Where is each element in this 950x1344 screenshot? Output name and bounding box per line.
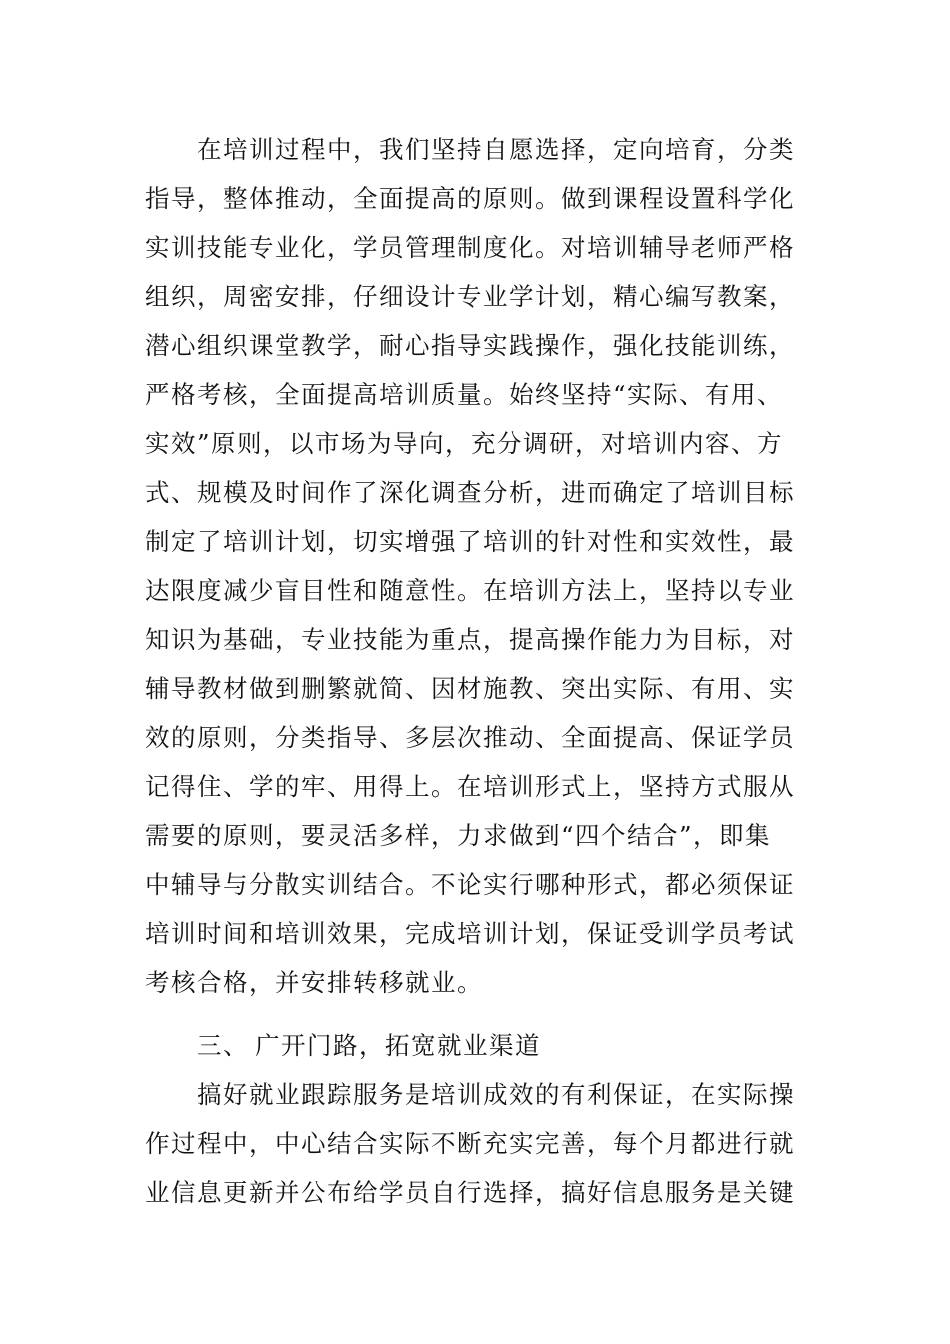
paragraph-1-line-11: 知识为基础，专业技能为重点，提高操作能力为目标，对	[145, 625, 795, 654]
paragraph-1-line-14: 记得住、学的牢、用得上。在培训形式上，坚持方式服从	[145, 772, 795, 801]
paragraph-1-line-16: 中辅导与分散实训结合。不论实行哪种形式，都必须保证	[145, 870, 795, 899]
paragraph-1-line-10: 达限度减少盲目性和随意性。在培训方法上，坚持以专业	[145, 576, 795, 605]
paragraph-1-line-1: 在培训过程中，我们坚持自愿选择，定向培育，分类	[197, 135, 795, 164]
paragraph-1-line-18: 考核合格，并安排转移就业。	[145, 968, 483, 997]
paragraph-1-line-6: 严格考核，全面提高培训质量。始终坚持“实际、有用、	[145, 380, 784, 409]
section-heading	[197, 1021, 815, 1070]
paragraph-1-line-3: 实训技能专业化，学员管理制度化。对培训辅导老师严格	[145, 233, 795, 262]
paragraph-1-line-12: 辅导教材做到删繁就简、因材施教、突出实际、有用、实	[145, 674, 795, 703]
paragraph-1-line-9: 制定了培训计划，切实增强了培训的针对性和实效性，最	[145, 527, 795, 556]
section-number: 三、	[197, 1031, 249, 1060]
section-title: 广开门路，拓宽就业渠道	[255, 1031, 541, 1060]
paragraph-1-line-8: 式、规模及时间作了深化调查分析，进而确定了培训目标	[145, 478, 795, 507]
paragraph-1-line-5: 潜心组织课堂教学，耐心指导实践操作，强化技能训练，	[145, 331, 795, 360]
paragraph-2-line-2: 作过程中，中心结合实际不断充实完善，每个月都进行就	[145, 1129, 795, 1158]
paragraph-1-line-7: 实效”原则，以市场为导向，充分调研，对培训内容、方	[145, 429, 784, 458]
paragraph-2-line-3: 业信息更新并公布给学员自行选择，搞好信息服务是关键	[145, 1178, 795, 1207]
paragraph-2-line-1: 搞好就业跟踪服务是培训成效的有利保证，在实际操	[197, 1080, 795, 1109]
paragraph-1-line-4: 组织，周密安排，仔细设计专业学计划，精心编写教案，	[145, 282, 795, 311]
paragraph-1-line-13: 效的原则，分类指导、多层次推动、全面提高、保证学员	[145, 723, 795, 752]
paragraph-1-line-15: 需要的原则，要灵活多样，力求做到“四个结合”，即集	[145, 821, 772, 850]
paragraph-1-line-2: 指导，整体推动，全面提高的原则。做到课程设置科学化	[145, 184, 795, 213]
paragraph-1-line-17: 培训时间和培训效果，完成培训计划，保证受训学员考试	[145, 919, 795, 948]
